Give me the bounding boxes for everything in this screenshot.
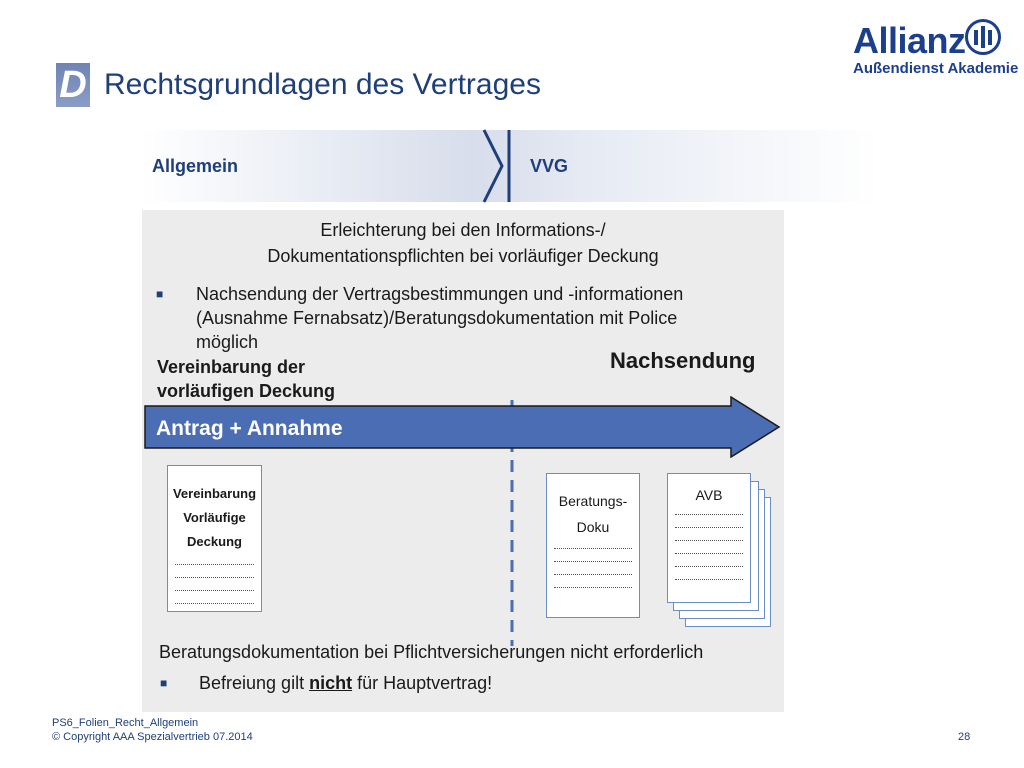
doc-text-line bbox=[554, 548, 632, 549]
panel-heading-line2: Dokumentationspflichten bei vorläufiger Deckung bbox=[267, 246, 659, 266]
allianz-logo-text: Allianz bbox=[853, 20, 966, 61]
doc-text-line bbox=[175, 564, 254, 565]
bullet-icon: ■ bbox=[160, 676, 168, 690]
footer-filename: PS6_Folien_Recht_Allgemein bbox=[52, 717, 199, 729]
bottom-bullet bbox=[199, 671, 492, 695]
document-beratungsdoku bbox=[546, 473, 640, 618]
doc-text-line bbox=[675, 514, 743, 515]
doc-text-line bbox=[675, 540, 743, 541]
vereinbarung-label-line1: Vereinbarung der bbox=[157, 357, 306, 377]
tab-vvg[interactable]: VVG bbox=[530, 156, 569, 176]
doc-text-line bbox=[175, 577, 254, 578]
tab-allgemein[interactable]: Allgemein bbox=[152, 156, 239, 176]
nachsendung-label: Nachsendung bbox=[610, 348, 756, 373]
doc-text-line bbox=[675, 553, 743, 554]
page-number: 28 bbox=[958, 731, 971, 743]
document-vereinbarung bbox=[167, 465, 262, 612]
doc-text-line bbox=[554, 561, 632, 562]
doc-text-line bbox=[175, 603, 254, 604]
bottom-bullet-post: für Hauptvertrag! bbox=[352, 673, 493, 693]
doc1-line2: Vorläufige bbox=[183, 510, 246, 525]
doc-text-line bbox=[554, 587, 632, 588]
document-avb bbox=[667, 473, 751, 603]
bullet1-line1: Nachsendung der Vertragsbestimmungen und -informationen bbox=[196, 284, 684, 304]
academy-label: Außendienst Akademie bbox=[853, 60, 1019, 77]
tab-separator-chevron bbox=[480, 128, 516, 204]
bullet-icon: ■ bbox=[156, 287, 164, 301]
vereinbarung-label-line2: vorläufigen Deckung bbox=[157, 381, 336, 401]
bottom-statement: Beratungsdokumentation bei Pflichtversicherungen nicht erforderlich bbox=[159, 642, 704, 662]
bottom-bullet-emphasis: nicht bbox=[309, 673, 353, 693]
doc-text-line bbox=[675, 566, 743, 567]
doc-text-line bbox=[175, 590, 254, 591]
doc-text-line bbox=[554, 574, 632, 575]
doc2-line2: Doku bbox=[576, 519, 610, 535]
bullet1-line2: (Ausnahme Fernabsatz)/Beratungsdokumentation mit Police bbox=[196, 308, 678, 328]
bottom-bullet-pre: Befreiung gilt bbox=[199, 673, 310, 693]
doc1-line3: Deckung bbox=[187, 534, 242, 549]
doc1-line1: Vereinbarung bbox=[172, 486, 257, 501]
doc-text-line bbox=[675, 527, 743, 528]
allianz-logo-icon bbox=[964, 18, 1002, 56]
section-badge: D bbox=[56, 63, 90, 107]
footer-copyright: © Copyright AAA Spezialvertrieb 07.2014 bbox=[52, 731, 253, 743]
doc3-label: AVB bbox=[695, 487, 723, 503]
arrow-label: Antrag + Annahme bbox=[156, 417, 343, 440]
doc-text-line bbox=[675, 579, 743, 580]
page-title: Rechtsgrundlagen des Vertrages bbox=[104, 68, 541, 101]
doc2-line1: Beratungs- bbox=[558, 493, 628, 509]
panel-heading-line1: Erleichterung bei den Informations-/ bbox=[320, 220, 606, 240]
bullet1-line3: möglich bbox=[196, 332, 259, 352]
